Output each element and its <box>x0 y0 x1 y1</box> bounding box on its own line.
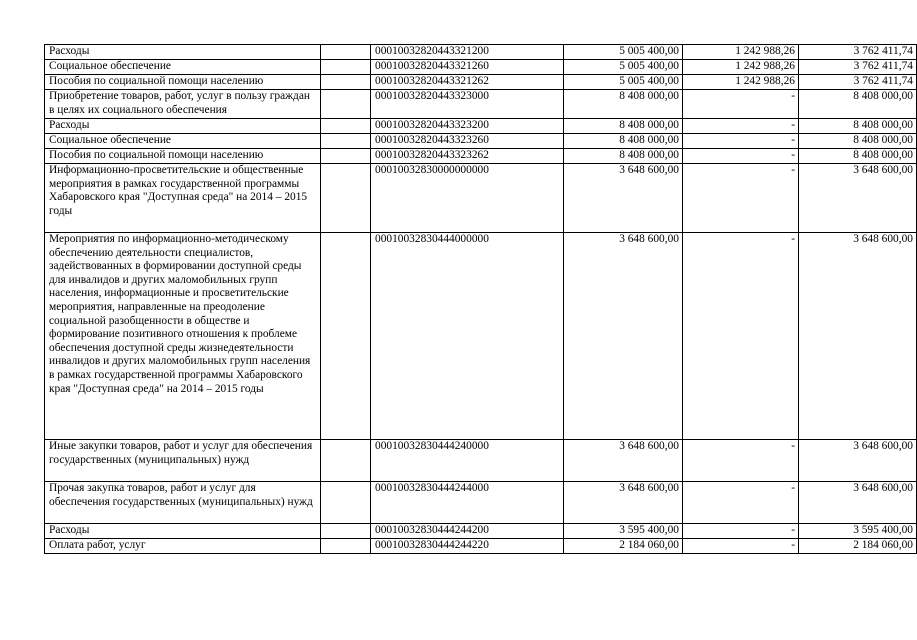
budget-table <box>44 44 917 554</box>
row-code-cell: 00010032830444240000 <box>371 440 564 482</box>
executed-amount-cell: 1 242 988,26 <box>683 60 799 75</box>
remaining-amount-cell: 3 648 600,00 <box>799 233 917 440</box>
executed-amount-cell: - <box>683 440 799 482</box>
remaining-amount-cell: 3 762 411,74 <box>799 45 917 60</box>
executed-amount-cell: - <box>683 119 799 134</box>
row-name-cell: Социальное обеспечение <box>45 60 321 75</box>
approved-amount-cell: 2 184 060,00 <box>564 539 683 554</box>
empty-cell <box>321 119 371 134</box>
table-row <box>45 440 917 482</box>
row-code-cell: 00010032820443321262 <box>371 75 564 90</box>
empty-cell <box>321 482 371 524</box>
executed-amount-cell: - <box>683 149 799 164</box>
table-row <box>45 119 917 134</box>
row-name-cell: Расходы <box>45 119 321 134</box>
approved-amount-cell: 5 005 400,00 <box>564 60 683 75</box>
empty-cell <box>321 90 371 119</box>
empty-cell <box>321 440 371 482</box>
table-row <box>45 60 917 75</box>
row-code-cell: 00010032830444244200 <box>371 524 564 539</box>
executed-amount-cell: 1 242 988,26 <box>683 75 799 90</box>
empty-cell <box>321 539 371 554</box>
row-name-cell: Расходы <box>45 45 321 60</box>
row-name-cell: Пособия по социальной помощи населению <box>45 75 321 90</box>
row-name-cell: Приобретение товаров, работ, услуг в пользу граждан в целях их социального обеспечения <box>45 90 321 119</box>
approved-amount-cell: 3 595 400,00 <box>564 524 683 539</box>
empty-cell <box>321 45 371 60</box>
table-row <box>45 164 917 233</box>
row-code-cell: 00010032830444244000 <box>371 482 564 524</box>
remaining-amount-cell: 3 648 600,00 <box>799 440 917 482</box>
remaining-amount-cell: 3 595 400,00 <box>799 524 917 539</box>
table-row <box>45 524 917 539</box>
approved-amount-cell: 5 005 400,00 <box>564 45 683 60</box>
executed-amount-cell: - <box>683 233 799 440</box>
executed-amount-cell: - <box>683 90 799 119</box>
approved-amount-cell: 8 408 000,00 <box>564 90 683 119</box>
row-code-cell: 00010032820443321200 <box>371 45 564 60</box>
empty-cell <box>321 524 371 539</box>
empty-cell <box>321 60 371 75</box>
remaining-amount-cell: 8 408 000,00 <box>799 119 917 134</box>
remaining-amount-cell: 3 762 411,74 <box>799 60 917 75</box>
executed-amount-cell: - <box>683 524 799 539</box>
executed-amount-cell: - <box>683 134 799 149</box>
remaining-amount-cell: 8 408 000,00 <box>799 90 917 119</box>
row-code-cell: 00010032830000000000 <box>371 164 564 233</box>
remaining-amount-cell: 8 408 000,00 <box>799 134 917 149</box>
remaining-amount-cell: 2 184 060,00 <box>799 539 917 554</box>
table-row <box>45 90 917 119</box>
table-row <box>45 45 917 60</box>
remaining-amount-cell: 8 408 000,00 <box>799 149 917 164</box>
table-row <box>45 539 917 554</box>
row-code-cell: 00010032820443321260 <box>371 60 564 75</box>
table-row <box>45 482 917 524</box>
approved-amount-cell: 3 648 600,00 <box>564 440 683 482</box>
approved-amount-cell: 3 648 600,00 <box>564 164 683 233</box>
row-code-cell: 00010032820443323260 <box>371 134 564 149</box>
remaining-amount-cell: 3 648 600,00 <box>799 164 917 233</box>
row-name-cell: Пособия по социальной помощи населению <box>45 149 321 164</box>
empty-cell <box>321 233 371 440</box>
empty-cell <box>321 149 371 164</box>
executed-amount-cell: 1 242 988,26 <box>683 45 799 60</box>
row-code-cell: 00010032830444244220 <box>371 539 564 554</box>
approved-amount-cell: 8 408 000,00 <box>564 149 683 164</box>
empty-cell <box>321 164 371 233</box>
row-code-cell: 00010032820443323200 <box>371 119 564 134</box>
table-row <box>45 233 917 440</box>
row-name-cell: Информационно-просветительские и общественные мероприятия в рамках государственной программы Хабаровского края "Доступная среда" на 2014 – 2015 годы <box>45 164 321 233</box>
remaining-amount-cell: 3 648 600,00 <box>799 482 917 524</box>
row-name-cell: Социальное обеспечение <box>45 134 321 149</box>
document-page <box>44 44 913 554</box>
approved-amount-cell: 3 648 600,00 <box>564 482 683 524</box>
empty-cell <box>321 75 371 90</box>
table-row <box>45 149 917 164</box>
executed-amount-cell: - <box>683 164 799 233</box>
row-code-cell: 00010032830444000000 <box>371 233 564 440</box>
row-code-cell: 00010032820443323262 <box>371 149 564 164</box>
approved-amount-cell: 8 408 000,00 <box>564 134 683 149</box>
remaining-amount-cell: 3 762 411,74 <box>799 75 917 90</box>
approved-amount-cell: 3 648 600,00 <box>564 233 683 440</box>
row-name-cell: Прочая закупка товаров, работ и услуг для обеспечения государственных (муниципальных) нужд <box>45 482 321 524</box>
row-name-cell: Мероприятия по информационно-методическому обеспечению деятельности специалистов, задействованных в формировании доступной среды для инвалидов и других маломобильных групп населения, информационные и просветительские мероприятия, направленные на преодоление социальной разобщенности в обществе и формирование позитивного отношения к проблеме обеспечения доступной среды жизнедеятельности инвалидов и других маломобильных групп населения в рамках государственной программы Хабаровского края "Доступная среда" на 2014 – 2015 годы <box>45 233 321 440</box>
approved-amount-cell: 5 005 400,00 <box>564 75 683 90</box>
table-row <box>45 134 917 149</box>
row-code-cell: 00010032820443323000 <box>371 90 564 119</box>
row-name-cell: Иные закупки товаров, работ и услуг для обеспечения государственных (муниципальных) нужд <box>45 440 321 482</box>
empty-cell <box>321 134 371 149</box>
table-row <box>45 75 917 90</box>
row-name-cell: Расходы <box>45 524 321 539</box>
row-name-cell: Оплата работ, услуг <box>45 539 321 554</box>
executed-amount-cell: - <box>683 539 799 554</box>
approved-amount-cell: 8 408 000,00 <box>564 119 683 134</box>
executed-amount-cell: - <box>683 482 799 524</box>
